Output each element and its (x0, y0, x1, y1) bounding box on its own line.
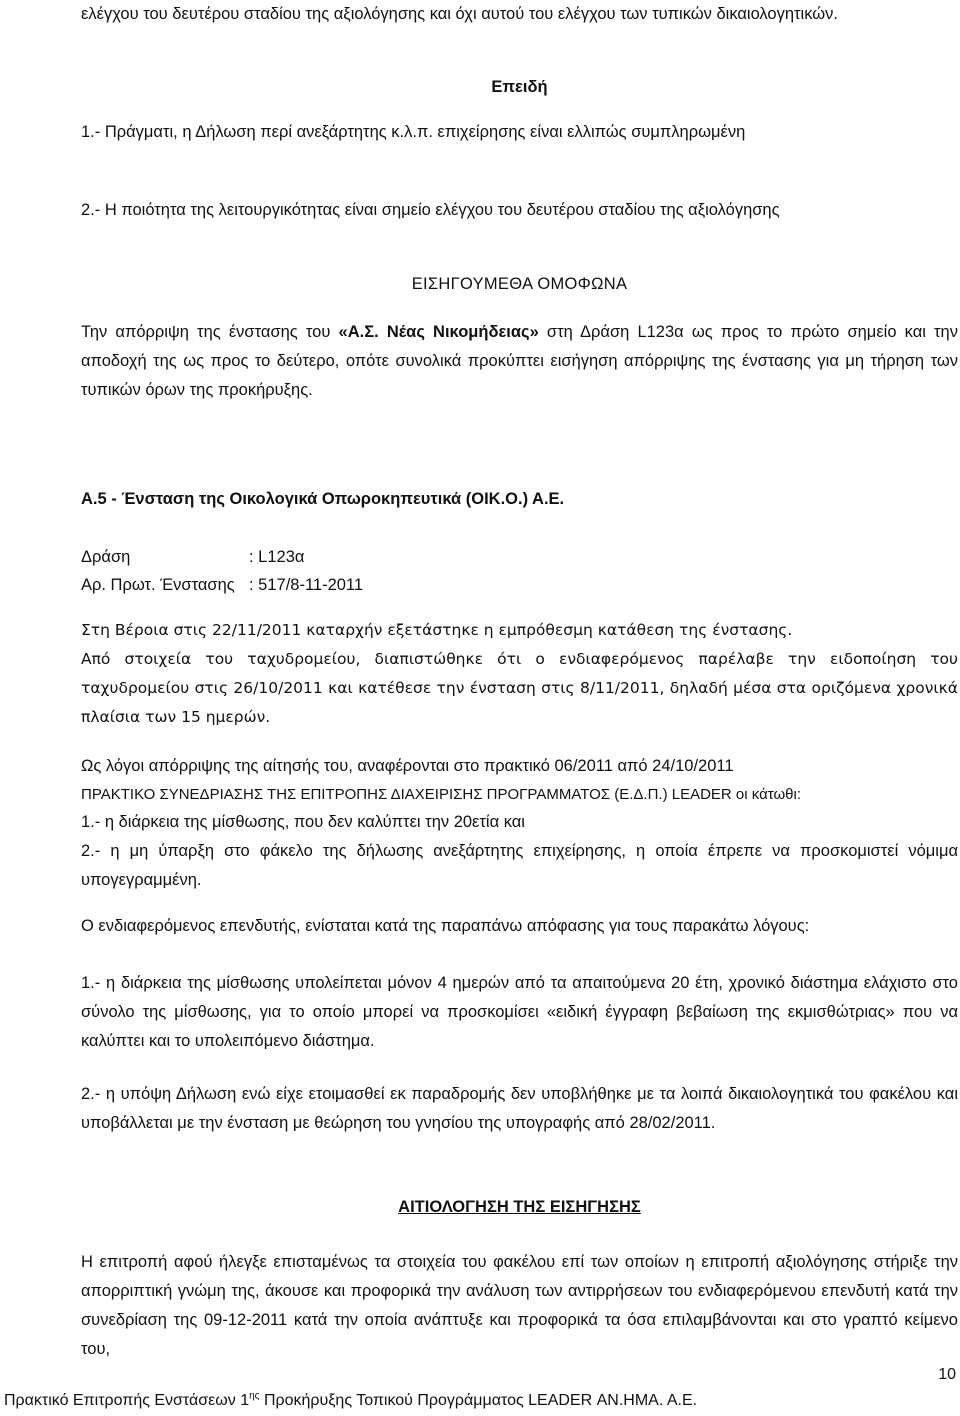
info-protokollo (81, 571, 958, 600)
page-number: 10 (938, 1366, 956, 1383)
protokollo-label: Αρ. Πρωτ. Ένστασης (81, 576, 235, 594)
veroia-paragraph: Στη Βέροια στις 22/11/2011 καταρχήν εξετάστηκε η εμπρόθεσμη κατάθεση της ένστασης. (81, 621, 793, 639)
footer-sup: ης (249, 1390, 260, 1402)
protokollo-value: : 517/8-11-2011 (249, 576, 364, 594)
info-drasi (81, 543, 958, 572)
decision-pre: Την απόρριψη της ένστασης του (81, 323, 339, 341)
epeidi-heading: Επειδή (491, 78, 548, 96)
point-1: 1.- Πράγματι, η Δήλωση περί ανεξάρτητης κ.λ.π. επιχείρησης είναι ελλιπώς συμπληρωμένη (81, 123, 746, 141)
reason-1: 1.- η διάρκεια της μίσθωσης, που δεν καλύπτει την 20ετία και (81, 813, 525, 831)
aitiologisi-heading: ΑΙΤΙΟΛΟΓΗΣΗ ΤΗΣ ΕΙΣΗΓΗΣΗΣ (398, 1198, 641, 1216)
decision-paragraph (81, 318, 958, 405)
footer-post: Προκήρυξης Τοπικού Προγράμματος LEADER ΑΝ.ΗΜΑ. Α.Ε. (259, 1392, 698, 1409)
stoixeia-paragraph: Από στοιχεία του ταχυδρομείου, διαπιστώθηκε ότι ο ενδιαφερόμενος παρέλαβε την ειδοποίηση του ταχυδρομείου στις 26/10/2011 και κατέθεσε την ένσταση στις 8/11/2011, δηλαδή μέσα στα οριζόμενα χρονικά πλαίσια των 15 ημερών. (81, 650, 958, 726)
endiaferomenos-paragraph: Ο ενδιαφερόμενος επενδυτής, ενίσταται κατά της παραπάνω απόφασης για τους παρακάτω λόγους: (81, 917, 810, 935)
reason-2: 2.- η μη ύπαρξη στο φάκελο της δήλωσης ανεξάρτητης επιχείρησης, η οποία έπρεπε να προσκομιστεί νόμιμα υπογεγραμμένη. (81, 842, 958, 889)
decision-entity: «Α.Σ. Νέας Νικομήδειας» (338, 323, 539, 341)
intro-paragraph: ελέγχου του δευτέρου σταδίου της αξιολόγησης και όχι αυτού του ελέγχου των τυπικών δικαιολογητικών. (81, 5, 838, 23)
logoi-paragraph: Ως λόγοι απόρριψης της αίτησής του, αναφέρονται στο πρακτικό 06/2011 από 24/10/2011 (81, 757, 734, 775)
footer (0, 1386, 960, 1416)
decision-post: στη Δράση L123α ως προς το πρώτο σημείο και την αποδοχή της ως προς το δεύτερο, οπότε συνολικά προκύπτει εισήγηση απόρριψης της ένστασης για μη τήρηση των τυπικών όρων της προκήρυξης. (81, 323, 958, 399)
claim-2: 2.- η υπόψη Δήλωση ενώ είχε ετοιμασθεί εκ παραδρομής δεν υποβλήθηκε με τα λοιπά δικαιολογητικά του φακέλου και υποβάλλεται με την ένσταση με θεώρηση του γνησίου της υπογραφής από 28/02/2011. (81, 1085, 958, 1132)
praktiko-line: ΠΡΑΚΤΙΚΟ ΣΥΝΕΔΡΙΑΣΗΣ ΤΗΣ ΕΠΙΤΡΟΠΗΣ ΔΙΑΧΕΙΡΙΣΗΣ ΠΡΟΓΡΑΜΜΑΤΟΣ (Ε.Δ.Π.) LEADER οι κάτωθι: (81, 786, 802, 803)
point-2: 2.- Η ποιότητα της λειτουργικότητας είναι σημείο ελέγχου του δευτέρου σταδίου της αξιολόγησης (81, 201, 780, 219)
footer-text (4, 1386, 697, 1416)
section-title: Α.5 - Ένσταση της Οικολογικά Οπωροκηπευτικά (ΟΙΚ.Ο.) Α.Ε. (81, 490, 565, 508)
final-paragraph: Η επιτροπή αφού ήλεγξε επισταμένως τα στοιχεία του φακέλου επί των οποίων η επιτροπή αξιολόγησης στήριξε την απορριπτική γνώμη της, άκουσε και προφορικά την ανάλυση των αντιρρήσεων του ενδιαφερόμενου επενδυτή κατά την συνεδρίαση της 09-12-2011 κατά την οποία ανάπτυξε και προφορικά τα όσα επιλαμβάνονται και στο γραπτό κείμενο του, (81, 1253, 958, 1358)
eisigoumetha-heading: ΕΙΣΗΓΟΥΜΕΘΑ ΟΜΟΦΩΝΑ (411, 275, 628, 293)
footer-pre: Πρακτικό Επιτροπής Ενστάσεων 1 (4, 1392, 250, 1409)
drasi-value: : L123α (249, 548, 305, 566)
drasi-label: Δράση (81, 548, 131, 566)
claim-1: 1.- η διάρκεια της μίσθωσης υπολείπεται μόνον 4 ημερών από τα απαιτούμενα 20 έτη, χρονικό διάστημα ελάχιστο στο σύνολο της μίσθωσης, για το οποίο μπορεί να προσκομίσει «ειδική έγγραφη βεβαίωση της εκμισθώτριας» που να καλύπτει και το υπολειπόμενο διάστημα. (81, 974, 958, 1050)
